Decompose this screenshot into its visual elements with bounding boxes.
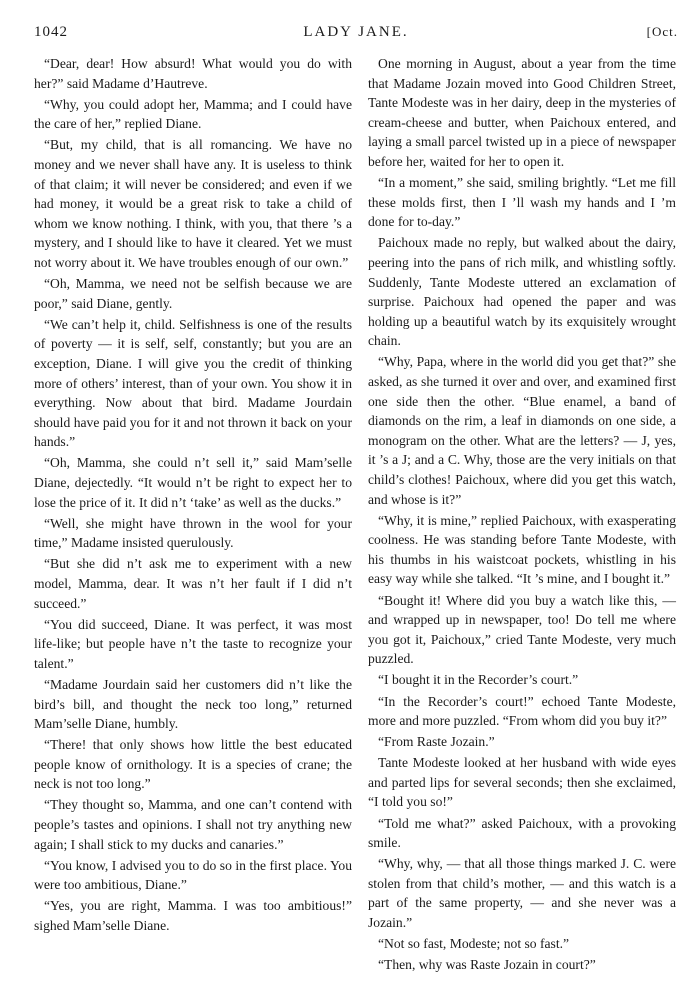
- paragraph: “I bought it in the Recorder’s court.”: [378, 672, 579, 688]
- paragraph: “There! that only shows how little the best educated people know of ornithology. It is a species of crane; the neck is not too long.”: [34, 737, 352, 792]
- paragraph: “Yes, you are right, Mamma. I was too ambitious!” sighed Mam’selle Diane.: [34, 898, 352, 934]
- paragraph: “They thought so, Mamma, and one can’t contend with people’s tastes and opinions. I shall not try anything new again; I shall stick to my ducks and canaries.”: [34, 797, 352, 852]
- paragraph: One morning in August, about a year from the time that Madame Jozain moved into Good Children Street, Tante Modeste was in her dairy, deep in the mysteries of cream-cheese and butter, when Paichoux entered, and laying a small parcel twisted up in a piece of newspaper before her, waited for her to open it.: [368, 56, 676, 169]
- paragraph: “Well, she might have thrown in the wool for your time,” Madame insisted querulously.: [34, 515, 352, 551]
- paragraph: “Madame Jourdain said her customers did n’t like the bird’s bill, and thought the neck too long,” returned Mam’selle Diane, humbly.: [34, 676, 352, 732]
- page-number: 1042: [34, 24, 68, 40]
- paragraph: “Bought it! Where did you buy a watch like this, — and wrapped up in newspaper, too! Do tell me where you got it, Paichoux,” cried Tante Modeste, very much puzzled.: [368, 592, 676, 667]
- month-label: [Oct.: [646, 24, 678, 39]
- right-column: [368, 54, 676, 976]
- paragraph: “Not so fast, Modeste; not so fast.”: [378, 936, 570, 952]
- paragraph: “We can’t help it, child. Selfishness is one of the results of poverty — it is self, self, constantly; but you are an exception, Diane. I will give you the credit of thinking more of others’ interest, than of your own. You show it in everything. Now about that bird. Madame Jourdain should have paid you for it and not thrown it back on your hands.”: [34, 316, 352, 450]
- paragraph: Tante Modeste looked at her husband with wide eyes and parted lips for several seconds; then she exclaimed, “I told you so!”: [368, 755, 676, 810]
- paragraph: “Why, it is mine,” replied Paichoux, with exasperating coolness. He was standing before Tante Modeste, with his thumbs in his waistcoat pockets, whistling in his easy way while she talked. “It ’s mine, and I bought it.”: [368, 512, 676, 587]
- paragraph: “Why, Papa, where in the world did you get that?” she asked, as she turned it over and over, and examined first one side then the other. “Blue enamel, a band of diamonds on the rim, a leaf in diamonds on one side, a monogram on the other. What are the letters? — J, yes, it ’s a J; and a C. Why, those are the very initials on that child’s clothes! Paichoux, where did you get this watch, and whose is it?”: [368, 354, 676, 507]
- paragraph: “From Raste Jozain.”: [378, 734, 495, 750]
- paragraph: Paichoux made no reply, but walked about the dairy, peering into the pans of rich milk, and whistling softly. Suddenly, Tante Modeste uttered an exclamation of surprise. Paichoux had opened the paper and was holding up a beautiful watch by its exquisitely wrought chain.: [368, 235, 676, 349]
- paragraph: “Told me what?” asked Paichoux, with a provoking smile.: [368, 815, 676, 851]
- paragraph: “In the Recorder’s court!” echoed Tante Modeste, more and more puzzled. “From whom did you buy it?”: [368, 693, 676, 729]
- paragraph: “Oh, Mamma, we need not be selfish because we are poor,” said Diane, gently.: [34, 276, 352, 311]
- left-column: [34, 54, 352, 937]
- paragraph: “In a moment,” she said, smiling brightly. “Let me fill these molds first, then I ’ll wash my hands and I ’m done for to-day.”: [368, 175, 676, 230]
- paragraph: “You know, I advised you to do so in the first place. You were too ambitious, Diane.”: [34, 857, 352, 893]
- paragraph: “But she did n’t ask me to experiment with a new model, Mamma, dear. It was n’t her fault if I did n’t succeed.”: [34, 556, 352, 611]
- running-title: LADY JANE.: [303, 24, 409, 40]
- paragraph: “But, my child, that is all romancing. We have no money and we never shall have any. It is useless to think of that claim; it will never be considered; and even if we had money, it would be a great risk to take a child of whom we know nothing. I think, with you, that there ’s a mystery, and I should like to have it cleared. Yet we must not worry about it. We have troubles enough of our own.”: [34, 137, 352, 270]
- paragraph: “Oh, Mamma, she could n’t sell it,” said Mam’selle Diane, dejectedly. “It would n’t be right to expect her to lose the price of it. It did n’t ‘take’ as well as the ducks.”: [34, 455, 352, 510]
- paragraph: “Dear, dear! How absurd! What would you do with her?” said Madame d’Hautreve.: [34, 56, 352, 91]
- paragraph: “Then, why was Raste Jozain in court?”: [378, 957, 596, 973]
- paragraph: “You did succeed, Diane. It was perfect, it was most life-like; but people have n’t the taste to recognize your talent.”: [34, 616, 352, 671]
- running-header: [34, 24, 678, 46]
- paragraph: “Why, you could adopt her, Mamma; and I could have the care of her,” replied Diane.: [34, 96, 352, 132]
- paragraph: “Why, why, — that all those things marked J. C. were stolen from that child’s mother, — and this watch is a part of the same property, — and she never was a Jozain.”: [368, 856, 676, 931]
